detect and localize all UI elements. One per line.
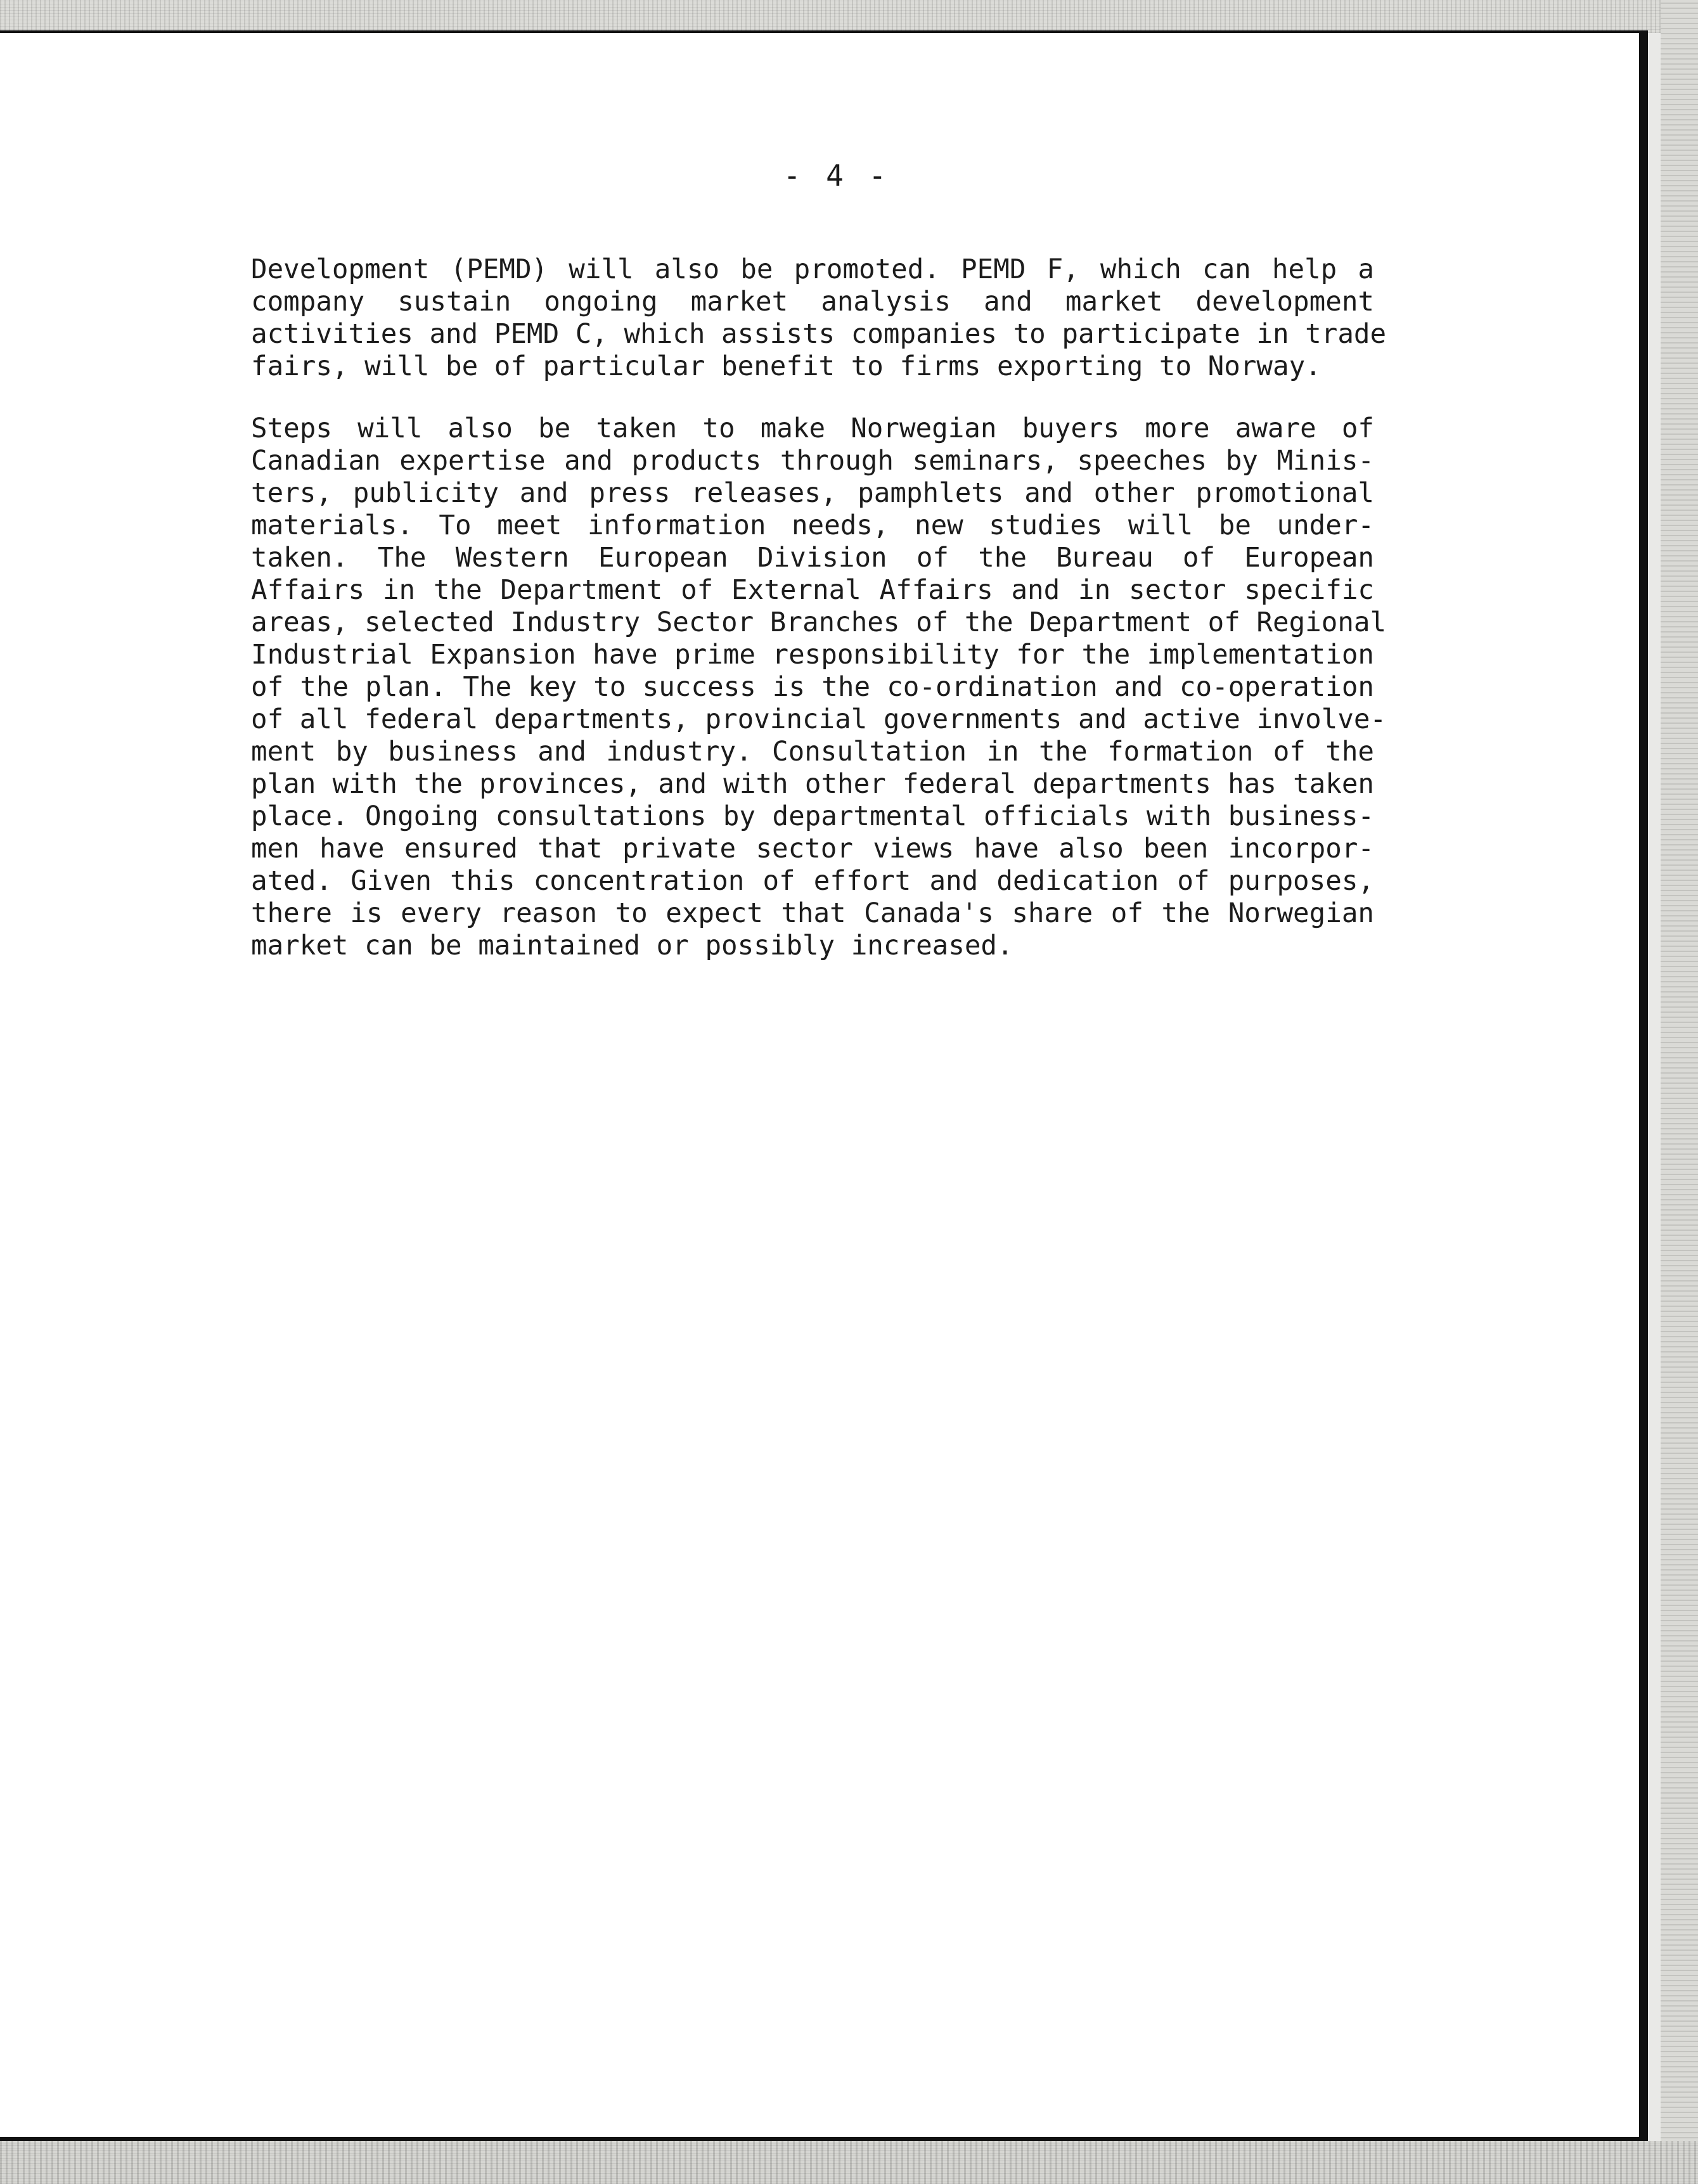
text-line: activities and PEMD C, which assists companies to participate in trade (251, 319, 1387, 350)
text-line: there is every reason to expect that Canada's share of the Norwegian (251, 898, 1374, 929)
scan-border-bottom (0, 2141, 1698, 2184)
text-line: plan with the provinces, and with other federal departments has taken (251, 769, 1374, 800)
text-line: market can be maintained or possibly increased. (251, 930, 1013, 961)
text-line: of all federal departments, provincial governments and active involve- (251, 704, 1387, 735)
paragraph-1 (251, 254, 1387, 383)
page-number: - 4 - (783, 158, 891, 193)
text-line: materials. To meet information needs, new studies will be under- (251, 510, 1374, 541)
text-line: ated. Given this concentration of effort and dedication of purposes, (251, 866, 1374, 897)
text-line: Affairs in the Department of External Affairs and in sector specific (251, 575, 1374, 606)
text-line: men have ensured that private sector views have also been incorpor- (251, 833, 1374, 864)
text-line: Industrial Expansion have prime responsibility for the implementation (251, 639, 1374, 671)
scan-border-right (1661, 0, 1698, 2184)
text-line: fairs, will be of particular benefit to firms exporting to Norway. (251, 351, 1322, 382)
paragraph-2 (251, 413, 1387, 962)
document-body (251, 254, 1387, 992)
text-line: ment by business and industry. Consultation in the formation of the (251, 736, 1374, 768)
text-line: Steps will also be taken to make Norwegian buyers more aware of (251, 413, 1374, 444)
text-line: ters, publicity and press releases, pamphlets and other promotional (251, 478, 1374, 509)
scan-border-top (0, 0, 1698, 33)
text-line: place. Ongoing consultations by departmental officials with business- (251, 801, 1374, 832)
text-line: of the plan. The key to success is the co-ordination and co-operation (251, 672, 1374, 703)
text-line: Canadian expertise and products through seminars, speeches by Minis- (251, 446, 1374, 477)
text-line: company sustain ongoing market analysis and market development (251, 286, 1374, 318)
text-line: areas, selected Industry Sector Branches of the Department of Regional (251, 607, 1387, 638)
text-line: taken. The Western European Division of the Bureau of European (251, 543, 1374, 574)
text-line: Development (PEMD) will also be promoted. PEMD F, which can help a (251, 254, 1374, 285)
